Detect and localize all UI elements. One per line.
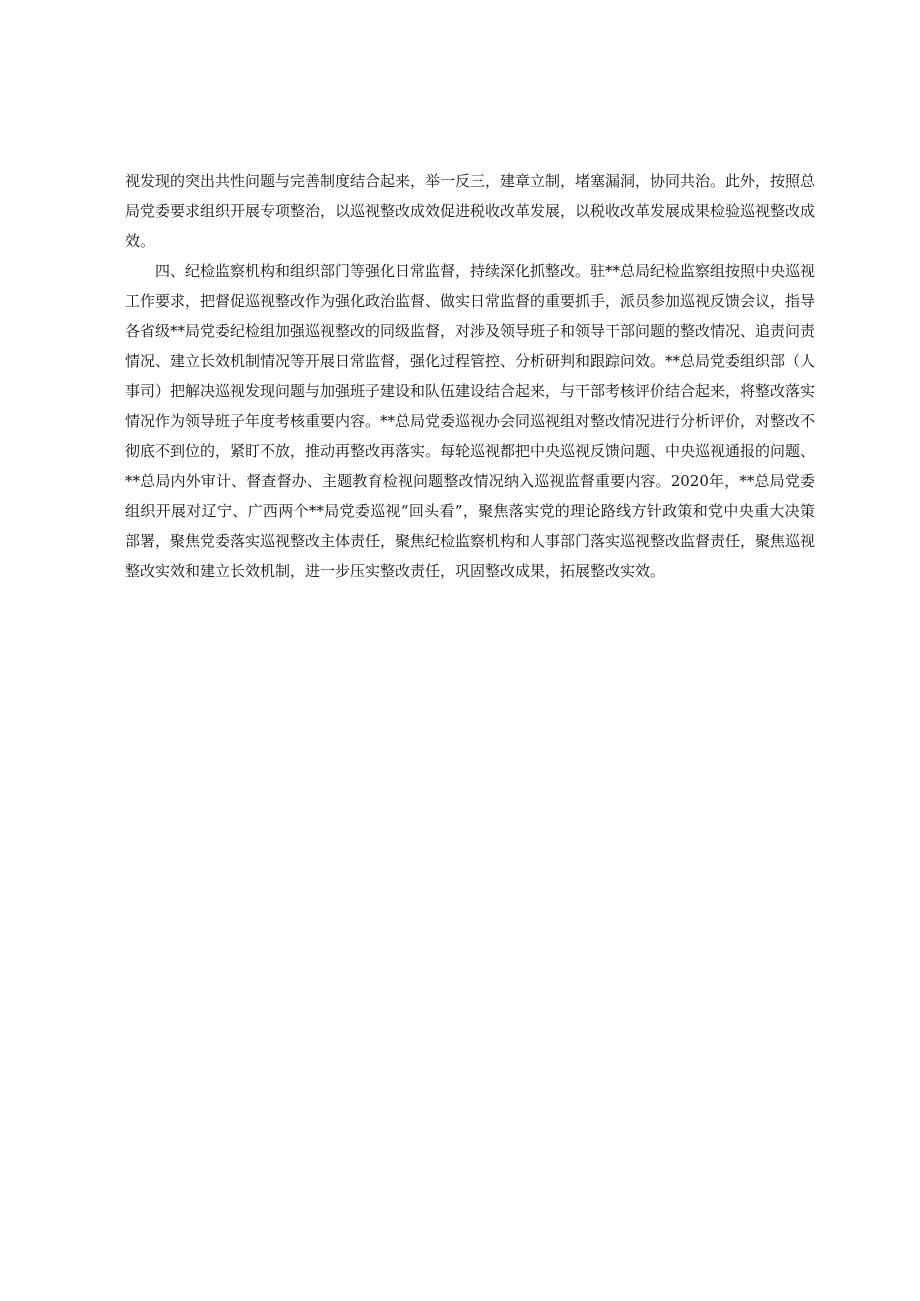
paragraph-section-four: 四、纪检监察机构和组织部门等强化日常监督，持续深化抓整改。驻**总局纪检监察组按照中央巡视工作要求，把督促巡视整改作为强化政治监督、做实日常监督的重要抓手，派员参加巡视反馈会议，指导各省级**局党委纪检组加强巡视整改的同级监督，对涉及领导班子和领导干部问题的整改情况、追责问责情况、建立长效机制情况等开展日常监督，强化过程管控、分析研判和跟踪问效。**总局党委组织部（人事司）把解决巡视发现问题与加强班子建设和队伍建设结合起来，与干部考核评价结合起来，将整改落实情况作为领导班子年度考核重要内容。**总局党委巡视办会同巡视组对整改情况进行分析评价，对整改不彻底不到位的，紧盯不放，推动再整改再落实。每轮巡视都把中央巡视反馈问题、中央巡视通报的问题、**总局内外审计、督查督办、主题教育检视问题整改情况纳入巡视监督重要内容。2020年，**总局党委组织开展对辽宁、广西两个**局党委巡视“回头看”，聚焦落实党的理论路线方针政策和党中央重大决策部署，聚焦党委落实巡视整改主体责任，聚焦纪检监察机构和人事部门落实巡视整改监督责任，聚焦巡视整改实效和建立长效机制，进一步压实整改责任，巩固整改成果，拓展整改实效。 xyxy=(125,262,816,580)
document-body xyxy=(125,166,815,586)
paragraph-continuation: 视发现的突出共性问题与完善制度结合起来，举一反三，建章立制，堵塞漏洞，协同共治。此外，按照总局党委要求组织开展专项整治，以巡视整改成效促进税收改革发展，以税收改革发展成果检验巡视整改成效。 xyxy=(125,172,816,250)
